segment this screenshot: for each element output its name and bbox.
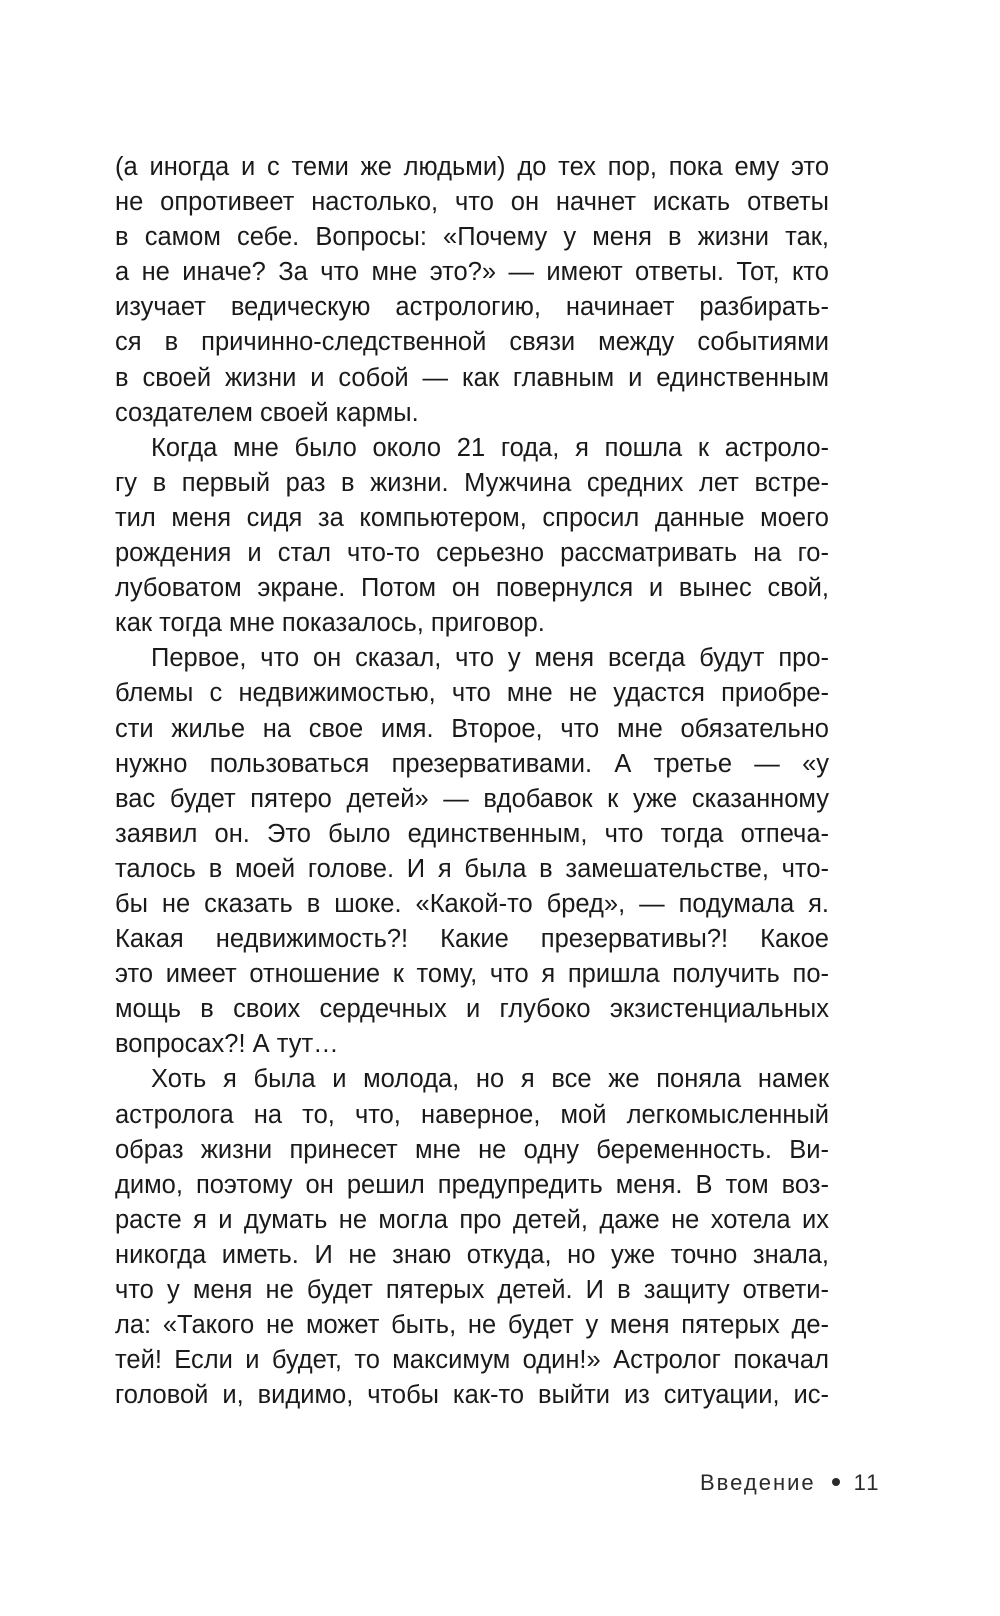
- text-line: вас будет пятеро детей» — вдобавок к уже сказанному: [115, 784, 829, 813]
- text-line: в самом себе. Вопросы: «Почему у меня в жизни так,: [115, 223, 829, 252]
- text-line: талось в моей голове. И я была в замешательстве, что-: [115, 854, 829, 883]
- text-line: как тогда мне показалось, приговор.: [115, 609, 545, 638]
- text-line: гу в первый раз в жизни. Мужчина средних лет встре-: [115, 468, 829, 497]
- text-line: лубоватом экране. Потом он повернулся и вынес свой,: [115, 574, 829, 603]
- bullet-separator-icon: [832, 1478, 840, 1486]
- text-line: изучает ведическую астрологию, начинает разбирать-: [115, 293, 829, 322]
- text-line: Хоть я была и молода, но я все же поняла намек: [151, 1065, 829, 1094]
- text-line: блемы с недвижимостью, что мне не удастся приобре-: [115, 679, 829, 708]
- text-line: Первое, что он сказал, что у меня всегда будут про-: [151, 644, 829, 673]
- section-title: Введение: [700, 1470, 816, 1495]
- text-line: создателем своей кармы.: [115, 398, 419, 427]
- text-line: мощь в своих сердечных и глубоко экзистенциальных: [115, 995, 829, 1024]
- text-line: Какая недвижимость?! Какие презервативы?! Какое: [115, 925, 829, 954]
- text-line: что у меня не будет пятерых детей. И в защиту ответи-: [115, 1276, 829, 1304]
- text-line: ся в причинно-следственной связи между событиями: [115, 328, 829, 357]
- text-line: головой и, видимо, чтобы как-то выйти из ситуации, ис-: [115, 1381, 829, 1410]
- text-line: это имеет отношение к тому, что я пришла получить по-: [115, 960, 829, 989]
- text-line: вопросах?! А тут…: [115, 1030, 339, 1059]
- text-line: образ жизни принесет мне не одну беременность. Ви-: [115, 1135, 829, 1164]
- text-line: (а иногда и с теми же людьми) до тех пор, пока ему это: [115, 153, 829, 181]
- text-line: в своей жизни и собой — как главным и единственным: [115, 363, 829, 392]
- text-line: не опротивеет настолько, что он начнет искать ответы: [115, 188, 829, 217]
- text-line: димо, поэтому он решил предупредить меня. В том воз-: [115, 1170, 829, 1199]
- text-line: рождения и стал что-то серьезно рассматривать на го-: [115, 539, 829, 568]
- running-footer: [700, 1470, 881, 1496]
- text-line: никогда иметь. И не знаю откуда, но уже точно знала,: [115, 1240, 829, 1269]
- text-line: бы не сказать в шоке. «Какой-то бред», — подумала я.: [115, 889, 829, 918]
- text-line: тей! Если и будет, то максимум один!» Астролог покачал: [115, 1346, 829, 1375]
- text-line: нужно пользоваться презервативами. А третье — «у: [115, 749, 829, 778]
- text-line: расте я и думать не могла про детей, даже не хотела их: [115, 1205, 829, 1234]
- text-line: сти жилье на свое имя. Второе, что мне обязательно: [115, 714, 829, 743]
- page-number: 11: [853, 1470, 881, 1495]
- text-line: астролога на то, что, наверное, мой легкомысленный: [115, 1100, 829, 1129]
- text-line: Когда мне было около 21 года, я пошла к астроло-: [151, 433, 829, 462]
- text-line: а не иначе? За что мне это?» — имеют ответы. Тот, кто: [115, 258, 829, 287]
- body-text: [115, 150, 829, 1413]
- text-line: ла: «Такого не может быть, не будет у меня пятерых де-: [115, 1311, 829, 1340]
- text-line: заявил он. Это было единственным, что тогда отпеча-: [115, 819, 829, 848]
- text-line: тил меня сидя за компьютером, спросил данные моего: [115, 503, 829, 532]
